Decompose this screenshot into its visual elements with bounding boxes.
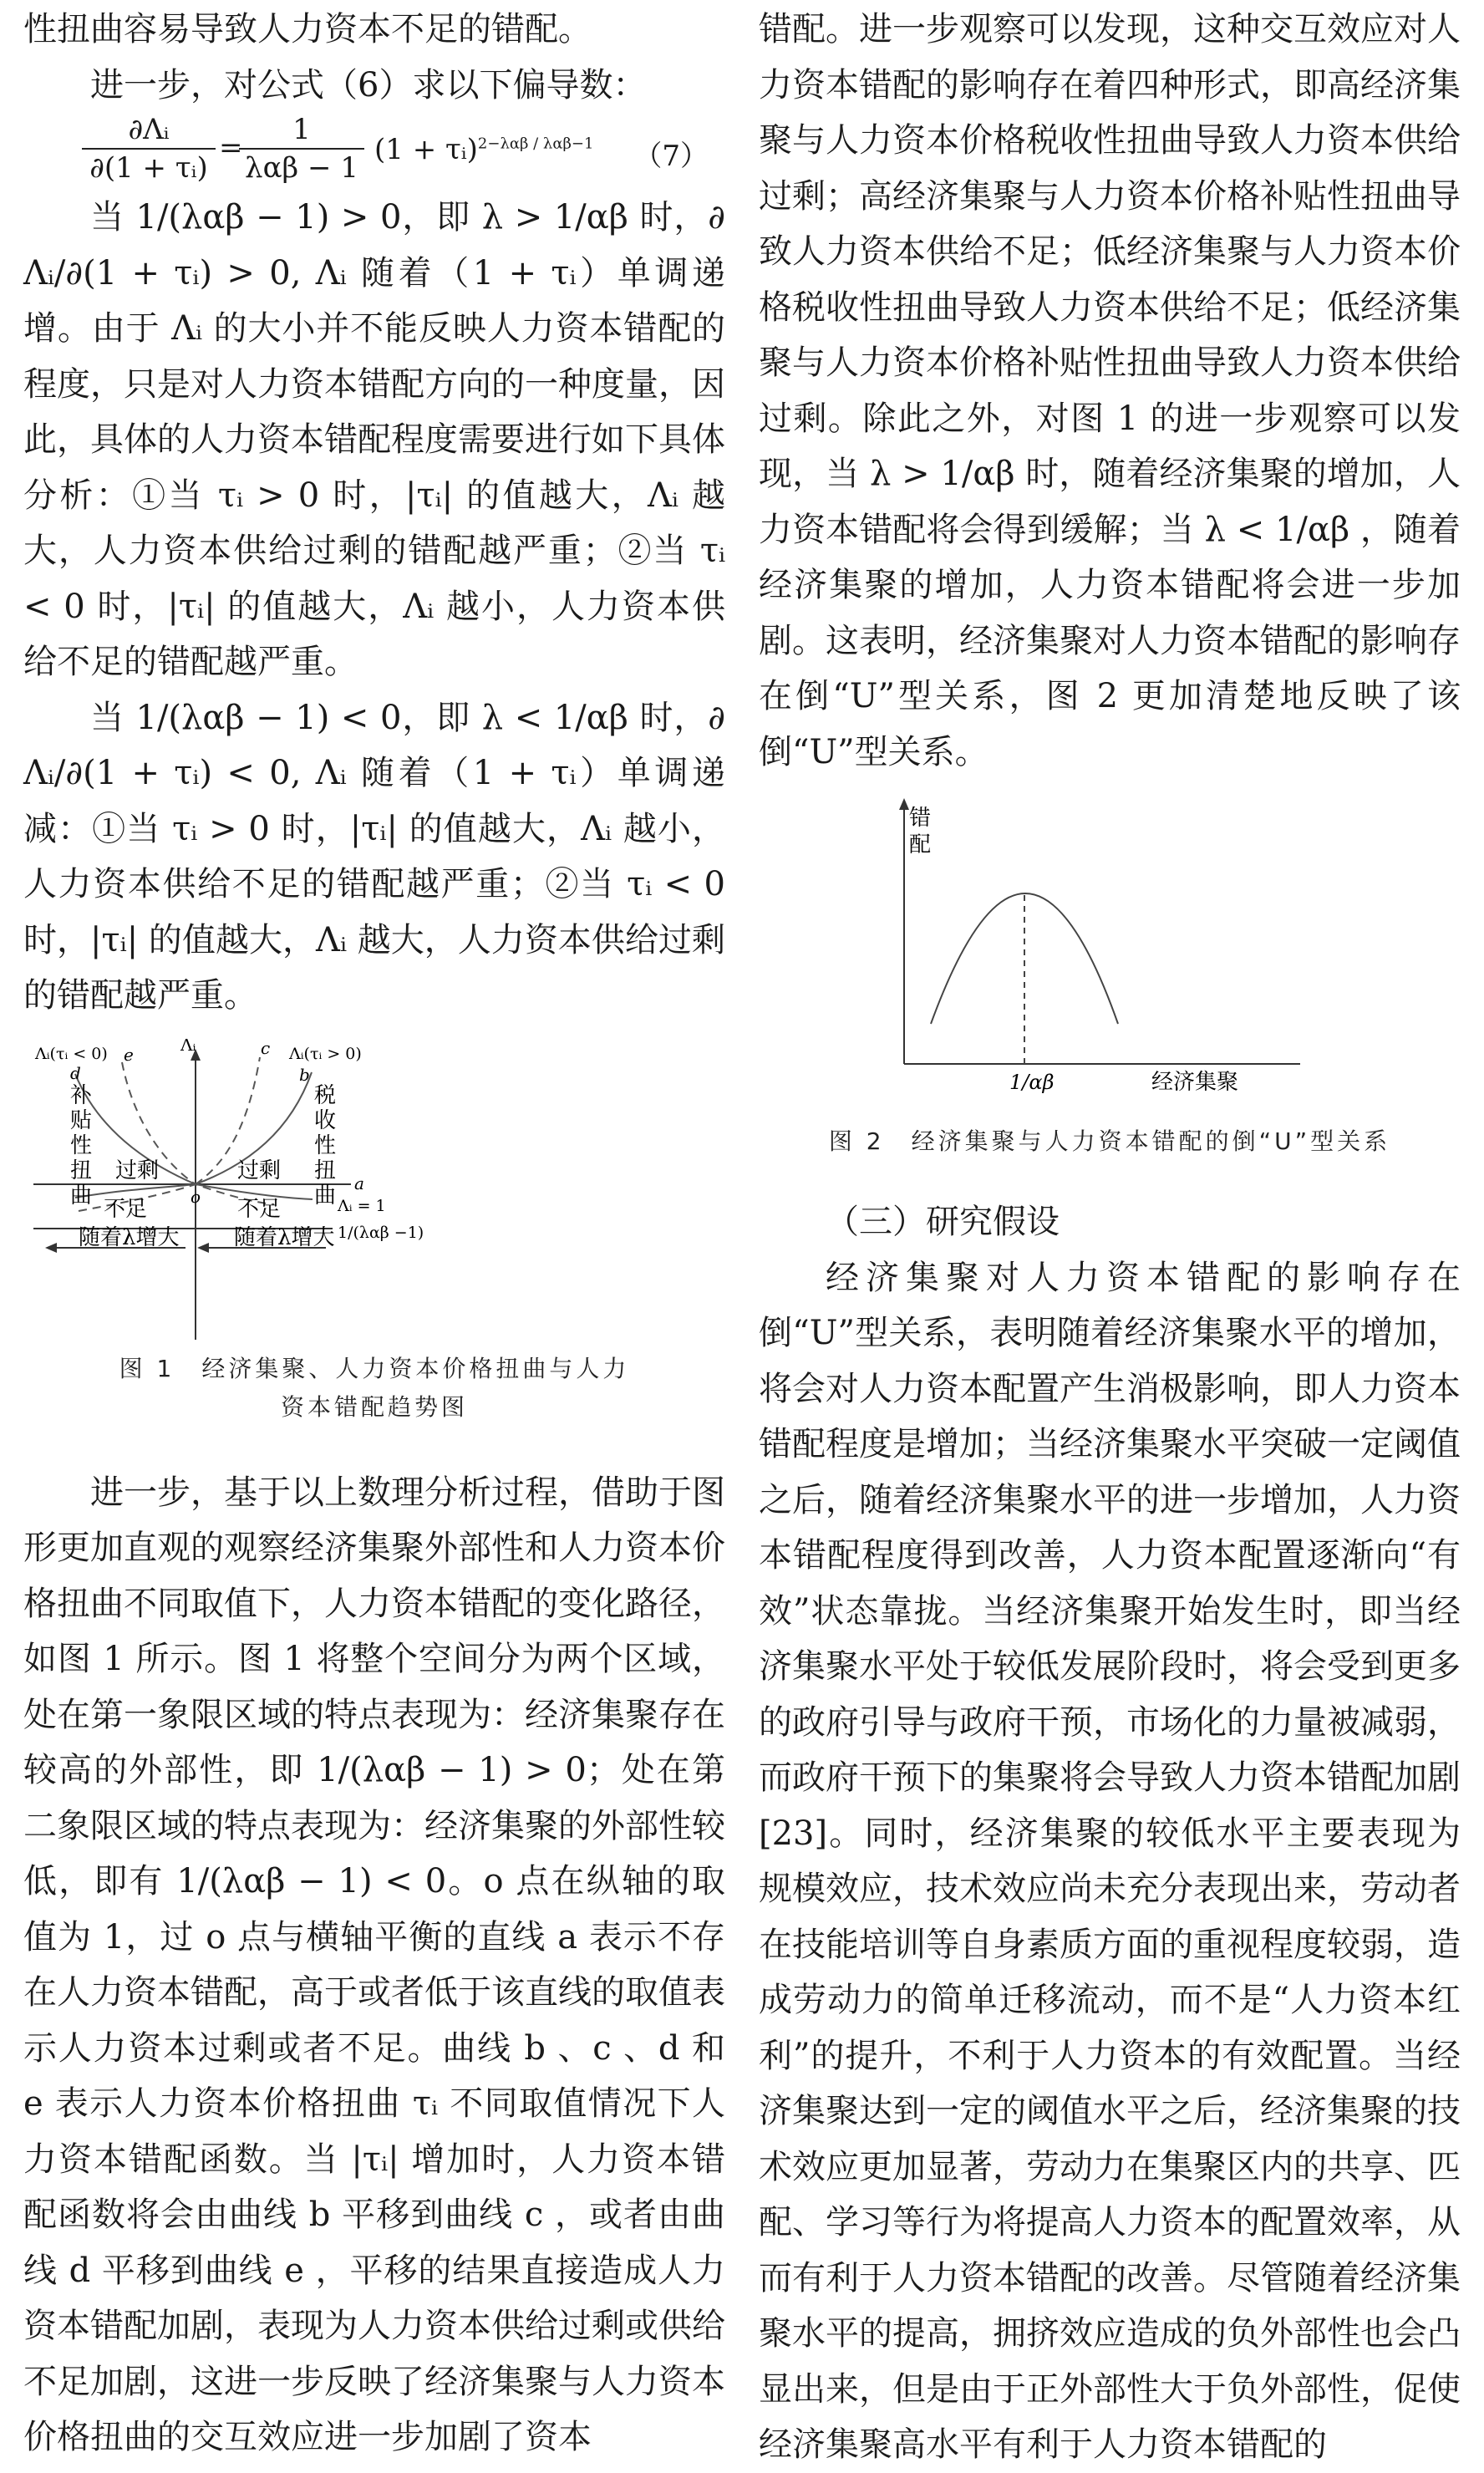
paragraph: 进一步，对公式（6）求以下偏导数： xyxy=(90,65,647,104)
svg-text:补: 补 xyxy=(70,1082,93,1108)
figure-1-diagram xyxy=(23,1039,725,1350)
x-axis-label: 经济集聚 xyxy=(1151,1070,1239,1095)
label-b: b xyxy=(299,1064,310,1085)
svg-text:收: 收 xyxy=(314,1107,337,1133)
equation-7 xyxy=(23,113,725,190)
svg-text:曲: 曲 xyxy=(70,1183,93,1209)
figure-2-chart xyxy=(759,788,1461,1122)
paragraph: 当 1/(λαβ − 1) > 0，即 λ > 1/αβ 时，∂Λᵢ/∂(1 + τᵢ) > 0, Λᵢ 随着（1 + τᵢ）单调递增。由于 Λᵢ 的大小并不能反映人力资本错配的程度，只是对人力资本错配方向的一种度量，因此，具体的人力资本错配程度需要进行如下具体分析：①当 τᵢ > 0 时，|τᵢ| 的值越大，Λᵢ 越大，人力资本供给过剩的错配越严重；②当 τᵢ < 0 时，|τᵢ| 的值越大，Λᵢ 越小，人力资本供给不足的错配越严重。 xyxy=(23,198,725,681)
paragraph: 性扭曲容易导致人力资本不足的错配。 xyxy=(23,10,592,48)
equation-lhs-numerator: ∂Λᵢ xyxy=(128,113,170,146)
equals-sign: = xyxy=(219,131,243,165)
label-lambda-1: Λᵢ = 1 xyxy=(338,1196,386,1215)
svg-text:税: 税 xyxy=(314,1082,337,1108)
label-d: d xyxy=(70,1062,81,1083)
paragraph: 当 1/(λαβ − 1) < 0，即 λ < 1/αβ 时，∂Λᵢ/∂(1 + τᵢ) < 0, Λᵢ 随着（1 + τᵢ）单调递减：①当 τᵢ > 0 时，|τᵢ| 的值越大，Λᵢ 越小，人力资本供给不足的错配越严重；②当 τᵢ < 0 时，|τᵢ| 的值越大，Λᵢ 越大，人力资本供给过剩的错配越严重。 xyxy=(23,698,725,1015)
label-surplus-right: 过剩 xyxy=(237,1158,282,1183)
equation-rhs-denominator: λαβ − 1 xyxy=(245,151,358,185)
equation-rhs-numerator: 1 xyxy=(292,113,311,146)
figure-1 xyxy=(23,1039,725,1350)
label-c: c xyxy=(261,1038,271,1058)
left-column xyxy=(23,0,725,2465)
label-short-right: 不足 xyxy=(237,1196,282,1222)
label-short-left: 不足 xyxy=(104,1196,148,1222)
svg-text:曲: 曲 xyxy=(314,1183,337,1209)
paragraph: 进一步，基于以上数理分析过程，借助于图形更加直观的观察经济集聚外部性和人力资本价格扭曲不同取值下，人力资本错配的变化路径，如图 1 所示。图 1 将整个空间分为两个区域，处在第一象限区域的特点表现为：经济集聚存在较高的外部性，即 1/(λαβ − 1) > 0；处在第二象限区域的特点表现为：经济集聚的外部性较低，即有 1/(λαβ − 1) < 0。o 点在纵轴的取值为 1，过 o 点与横轴平衡的直线 a 表示不存在人力资本错配，高于或者低于该直线的取值表示人力资本过剩或者不足。曲线 b 、c 、d 和 e 表示人力资本价格扭曲 τᵢ 不同取值情况下人力资本错配函数。当 |τᵢ| 增加时，人力资本错配函数将会由曲线 b 平移到曲线 c ，或者由曲线 d 平移到曲线 e ，平移的结果直接造成人力资本错配加剧，表现为人力资本供给过剩或供给不足加剧，这进一步反映了经济集聚与人力资本价格扭曲的交互效应进一步加剧了资本 xyxy=(23,1473,725,2456)
label-left-curve: Λᵢ(τᵢ < 0) xyxy=(35,1044,108,1063)
label-tax-distortion xyxy=(314,1083,336,1209)
equation-base: (1 + τᵢ) xyxy=(374,133,478,166)
label-x-axis: 1/(λαβ −1) xyxy=(338,1223,424,1242)
label-arrow-right: 随着λ增大 xyxy=(234,1224,335,1250)
equation-rhs xyxy=(239,113,364,185)
figure-1-caption-line1: 图 1 经济集聚、人力资本价格扭曲与人力 xyxy=(119,1354,630,1382)
label-right-curve: Λᵢ(τᵢ > 0) xyxy=(289,1044,362,1063)
label-e: e xyxy=(124,1044,134,1065)
y-axis-arrow xyxy=(899,798,909,810)
svg-text:扭: 扭 xyxy=(70,1158,93,1183)
x-tick-label: 1/αβ xyxy=(1009,1071,1055,1094)
equation-lhs-denominator: ∂(1 + τᵢ) xyxy=(89,151,208,185)
figure-1-caption-line2: 资本错配趋势图 xyxy=(280,1392,468,1421)
y-label-char: 配 xyxy=(909,832,932,857)
equation-exponent: 2−λαβ / λαβ−1 xyxy=(477,135,594,153)
paragraph: 错配。进一步观察可以发现，这种交互效应对人力资本错配的影响存在着四种形式，即高经济集聚与人力资本价格税收性扭曲导致人力资本供给过剩；高经济集聚与人力资本价格补贴性扭曲导致人力资本供给不足；低经济集聚与人力资本价格税收性扭曲导致人力资本供给不足；低经济集聚与人力资本价格补贴性扭曲导致人力资本供给过剩。除此之外，对图 1 的进一步观察可以发现，当 λ > 1/αβ 时，随着经济集聚的增加，人力资本错配将会得到缓解；当 λ < 1/αβ ，随着经济集聚的增加，人力资本错配将会进一步加剧。这表明，经济集聚对人力资本错配的影响存在倒“U”型关系，图 2 更加清楚地反映了该倒“U”型关系。 xyxy=(759,10,1461,771)
svg-text:性: 性 xyxy=(314,1132,337,1158)
paragraph: 经济集聚对人力资本错配的影响存在倒“U”型关系，表明随着经济集聚水平的增加，将会对人力资本配置产生消极影响，即人力资本错配程度是增加；当经济集聚水平突破一定阈值之后，随着经济集聚水平的进一步增加，人力资本错配程度得到改善，人力资本配置逐渐向“有效”状态靠拢。当经济集聚开始发生时，即当经济集聚水平处于较低发展阶段时，将会受到更多的政府引导与政府干预，市场化的力量被减弱，而政府干预下的集聚将会导致人力资本错配加剧[23]。同时，经济集聚的较低水平主要表现为规模效应，技术效应尚未充分表现出来，劳动者在技能培训等自身素质方面的重视程度较弱，造成劳动力的简单迁移流动，而不是“人力资本红利”的提升，不利于人力资本的有效配置。当经济集聚达到一定的阈值水平之后，经济集聚的技术效应更加显著，劳动力在集聚区内的共享、匹配、学习等行为将提高人力资本的配置效率，从而有利于人力资本错配的改善。尽管随着经济集聚水平的提高，拥挤效应造成的负外部性也会凸显出来，但是由于正外部性大于负外部性，促使经济集聚高水平有利于人力资本错配的 xyxy=(759,1258,1461,2464)
label-y-axis: Λᵢ xyxy=(180,1038,196,1055)
figure-2-caption: 图 2 经济集聚与人力资本错配的倒“U”型关系 xyxy=(828,1127,1391,1155)
label-a: a xyxy=(354,1173,364,1193)
svg-text:扭: 扭 xyxy=(314,1158,337,1183)
label-arrow-left: 随着λ增大 xyxy=(79,1224,180,1250)
figure-2 xyxy=(759,788,1461,1122)
svg-text:贴: 贴 xyxy=(70,1107,93,1133)
label-surplus-left: 过剩 xyxy=(115,1158,160,1183)
svg-text:性: 性 xyxy=(70,1132,93,1158)
label-o: o xyxy=(191,1186,201,1207)
section-heading: （三）研究假设 xyxy=(826,1203,1060,1241)
label-subsidy-distortion xyxy=(70,1083,92,1209)
y-label-char: 错 xyxy=(909,806,932,831)
right-column xyxy=(759,0,1461,2473)
equation-power-term xyxy=(374,133,593,166)
equation-number: （7） xyxy=(633,140,709,173)
equation-lhs xyxy=(82,113,216,185)
